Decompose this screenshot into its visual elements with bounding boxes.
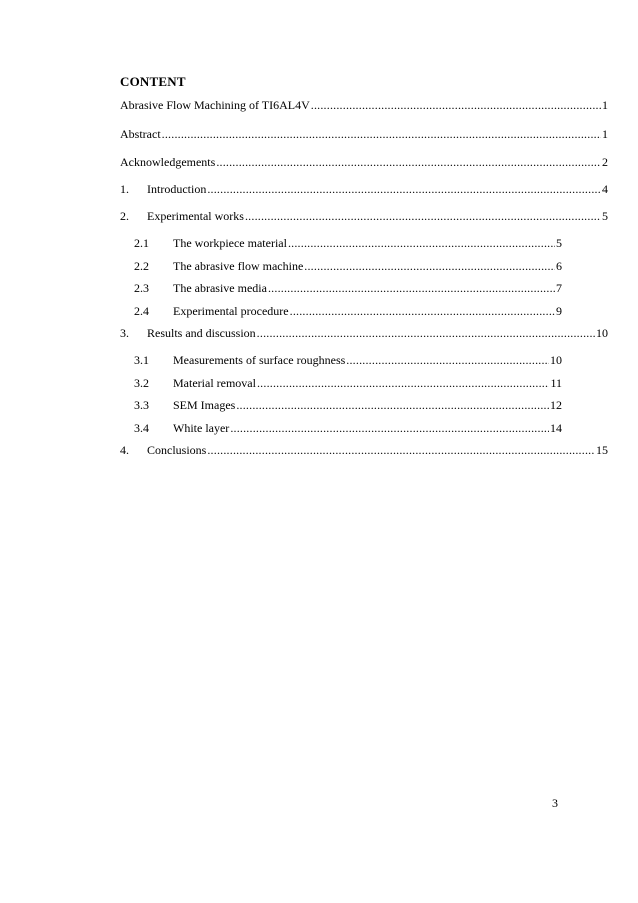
toc-entry-title: Results and discussion bbox=[147, 326, 256, 340]
toc-entry-title: Experimental works bbox=[147, 209, 244, 223]
toc-entry-page: 1 bbox=[602, 98, 608, 112]
toc-entry-number: 3.1 bbox=[134, 353, 149, 367]
toc-entry-surface-roughness[interactable] bbox=[134, 353, 562, 367]
toc-entry-page: 7 bbox=[556, 281, 562, 295]
toc-entry-workpiece-material[interactable] bbox=[134, 236, 562, 250]
toc-entry-experimental-works[interactable] bbox=[120, 209, 608, 223]
toc-entry-title: The workpiece material bbox=[173, 236, 287, 250]
toc-entry-page: 5 bbox=[602, 209, 608, 223]
toc-leader-dots bbox=[257, 326, 595, 340]
toc-entry-number: 3.3 bbox=[134, 398, 149, 412]
toc-entry-sem-images[interactable] bbox=[134, 398, 562, 412]
toc-entry-title: Conclusions bbox=[147, 443, 207, 457]
toc-entry-title: White layer bbox=[173, 421, 230, 435]
toc-entry-title: Acknowledgements bbox=[120, 155, 216, 169]
toc-entry-abrasive-media[interactable] bbox=[134, 281, 562, 295]
toc-entry-title: The abrasive media bbox=[173, 281, 267, 295]
toc-leader-dots bbox=[162, 127, 601, 141]
toc-heading: CONTENT bbox=[120, 74, 186, 89]
toc-leader-dots bbox=[257, 376, 549, 390]
toc-entry-page: 9 bbox=[556, 304, 562, 318]
toc-entry-acknowledgements[interactable] bbox=[120, 155, 608, 169]
toc-entry-results-and-discussion[interactable] bbox=[120, 326, 608, 340]
toc-entry-title: Introduction bbox=[147, 182, 207, 196]
toc-entry-page: 12 bbox=[550, 398, 562, 412]
toc-entry-title: Abrasive Flow Machining of TI6AL4V bbox=[120, 98, 310, 112]
toc-entry-introduction[interactable] bbox=[120, 182, 608, 196]
toc-entry-number: 3. bbox=[120, 326, 129, 340]
toc-leader-dots bbox=[245, 209, 601, 223]
toc-leader-dots bbox=[216, 155, 601, 169]
toc-leader-dots bbox=[230, 421, 549, 435]
toc-leader-dots bbox=[288, 236, 555, 250]
toc-entry-conclusions[interactable] bbox=[120, 443, 608, 457]
toc-entry-material-removal[interactable] bbox=[134, 376, 562, 390]
toc-entry-title: SEM Images bbox=[173, 398, 236, 412]
toc-leader-dots bbox=[311, 98, 601, 112]
toc-entry-page: 6 bbox=[556, 259, 562, 273]
toc-entry-title: Experimental procedure bbox=[173, 304, 289, 318]
toc-entry-experimental-procedure[interactable] bbox=[134, 304, 562, 318]
toc-leader-dots bbox=[268, 281, 555, 295]
toc-entry-number: 2. bbox=[120, 209, 129, 223]
toc-entry-number: 2.2 bbox=[134, 259, 149, 273]
toc-leader-dots bbox=[304, 259, 555, 273]
toc-entry-title: Material removal bbox=[173, 376, 256, 390]
toc-entry-page: 5 bbox=[556, 236, 562, 250]
toc-entry-number: 1. bbox=[120, 182, 129, 196]
toc-entry-number: 4. bbox=[120, 443, 129, 457]
toc-entry-number: 2.3 bbox=[134, 281, 149, 295]
toc-leader-dots bbox=[290, 304, 555, 318]
toc-entry-page: 11 bbox=[550, 376, 562, 390]
toc-entry-white-layer[interactable] bbox=[134, 421, 562, 435]
toc-entry-title: Measurements of surface roughness bbox=[173, 353, 346, 367]
toc-entry-page: 2 bbox=[602, 155, 608, 169]
toc-entry-number: 3.4 bbox=[134, 421, 149, 435]
page-number: 3 bbox=[552, 796, 558, 810]
toc-leader-dots bbox=[236, 398, 549, 412]
toc-entry-abstract[interactable] bbox=[120, 127, 608, 141]
toc-entry-page: 10 bbox=[596, 326, 608, 340]
toc-leader-dots bbox=[346, 353, 549, 367]
toc-entry-page: 14 bbox=[550, 421, 562, 435]
toc-entry-page: 1 bbox=[602, 127, 608, 141]
toc-entry-abrasive-flow-machine[interactable] bbox=[134, 259, 562, 273]
toc-entry-number: 2.1 bbox=[134, 236, 149, 250]
toc-leader-dots bbox=[207, 443, 595, 457]
toc-entry-page: 4 bbox=[602, 182, 608, 196]
toc-entry-page: 15 bbox=[596, 443, 608, 457]
toc-entry-number: 2.4 bbox=[134, 304, 149, 318]
toc-entry-title: Abstract bbox=[120, 127, 161, 141]
toc-entry-abrasive-flow-machining[interactable] bbox=[120, 98, 608, 112]
toc-entry-title: The abrasive flow machine bbox=[173, 259, 304, 273]
toc-entry-number: 3.2 bbox=[134, 376, 149, 390]
toc-leader-dots bbox=[207, 182, 601, 196]
toc-entry-page: 10 bbox=[550, 353, 562, 367]
